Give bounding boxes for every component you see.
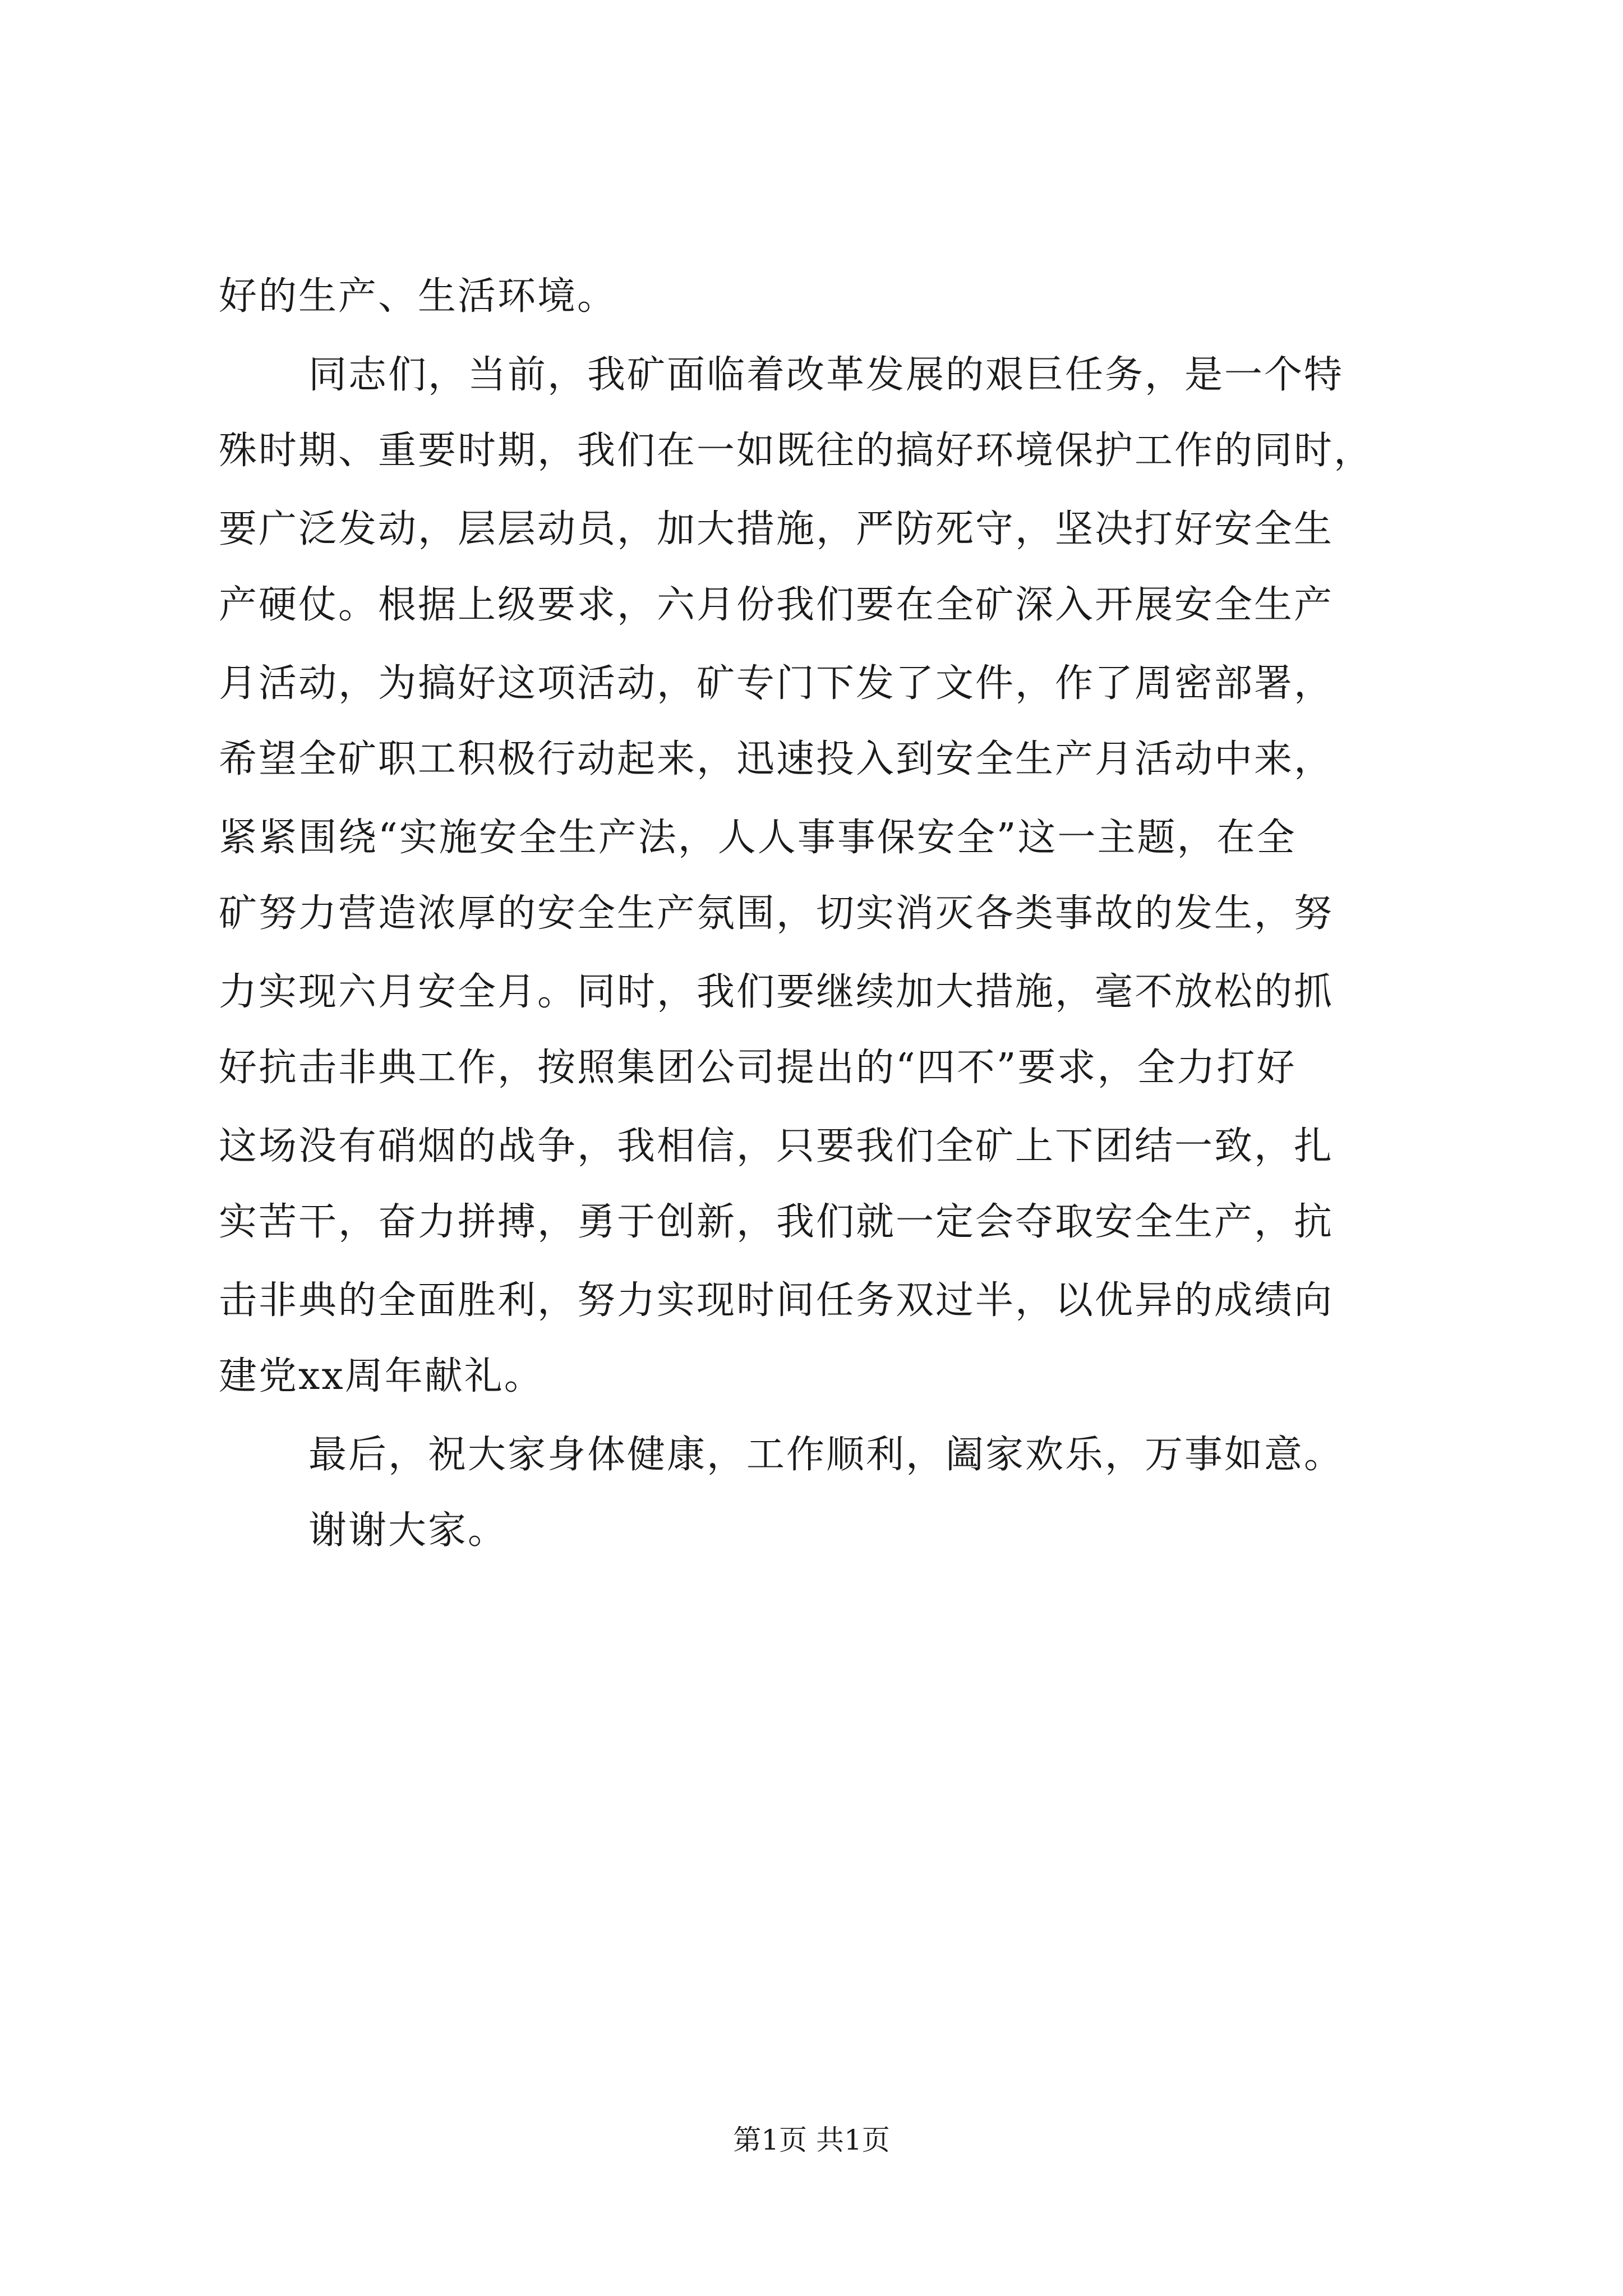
- text-line-4: 要广泛发动，层层动员，加大措施，严防死守，坚决打好安全生: [219, 507, 1334, 551]
- text-line-8: 紧紧围绕“实施安全生产法，人人事事保安全”这一主题，在全: [219, 816, 1297, 860]
- text-line-3: 殊时期、重要时期，我们在一如既往的搞好环境保护工作的同时，: [219, 429, 1374, 473]
- text-line-13: 实苦干，奋力拼搏，勇于创新，我们就一定会夺取安全生产，抗: [219, 1200, 1334, 1244]
- text-line-15: 建党xx周年献礼。: [219, 1354, 544, 1398]
- text-line-9: 矿努力营造浓厚的安全生产氛围，切实消灭各类事故的发生，努: [219, 891, 1334, 936]
- text-line-11: 好抗击非典工作，按照集团公司提出的“四不”要求，全力打好: [219, 1046, 1297, 1090]
- text-line-5: 产硬仗。根据上级要求，六月份我们要在全矿深入开展安全生产: [219, 583, 1334, 627]
- text-line-6: 月活动，为搞好这项活动，矿专门下发了文件，作了周密部署，: [219, 661, 1334, 706]
- text-line-16: 最后，祝大家身体健康，工作顺利，阖家欢乐，万事如意。: [308, 1433, 1344, 1477]
- text-line-14: 击非典的全面胜利，努力实现时间任务双过半，以优异的成绩向: [219, 1278, 1334, 1323]
- text-line-12: 这场没有硝烟的战争，我相信，只要我们全矿上下团结一致，扎: [219, 1124, 1334, 1168]
- text-line-2: 同志们，当前，我矿面临着改革发展的艰巨任务，是一个特: [308, 353, 1344, 397]
- text-line-1: 好的生产、生活环境。: [219, 274, 617, 319]
- text-line-7: 希望全矿职工积极行动起来，迅速投入到安全生产月活动中来，: [219, 737, 1334, 781]
- text-line-17: 谢谢大家。: [308, 1508, 508, 1553]
- text-line-10: 力实现六月安全月。同时，我们要继续加大措施，毫不放松的抓: [219, 970, 1334, 1014]
- page-footer: 第1页 共1页: [733, 2124, 890, 2156]
